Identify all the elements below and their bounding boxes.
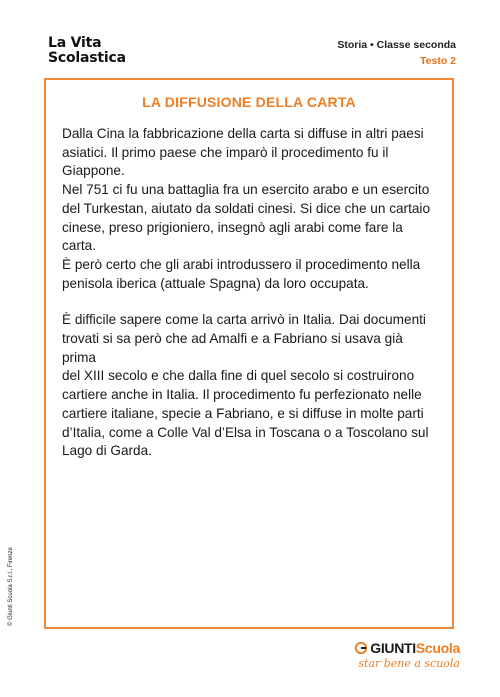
brand-name: [370, 640, 460, 656]
brand-swirl-icon: [355, 642, 367, 654]
text-line: È però certo che gli arabi introdussero il procedimento nella: [62, 256, 421, 272]
logo-line-1: La Vita: [48, 35, 102, 51]
magazine-logo: [48, 36, 126, 66]
text-line: trovati si sa però che ad Amalfi e a Fabriano si usava già prima: [62, 331, 403, 365]
brand-main: GIUNTI: [370, 640, 416, 656]
text-line: asiatici. Il primo paese che imparò il procedimento fu il: [62, 144, 389, 160]
text-line: È difficile sapere come la carta arrivò in Italia. Dai documenti: [62, 312, 426, 328]
text-frame: [44, 78, 454, 629]
text-line: Nel 751 ci fu una battaglia fra un esercito arabo e un esercito: [62, 182, 430, 198]
text-line: cartiere italiane, specie a Fabriano, e si diffuse in molte parti: [62, 405, 424, 421]
text-line: del XIII secolo e che dalla fine di quel secolo si costruirono: [62, 368, 415, 384]
paragraph-gap: [62, 293, 440, 311]
text-line: cartiere anche in Italia. Il procedimento fu perfezionato nelle: [62, 387, 422, 403]
publisher-brand: [355, 640, 460, 670]
page-title: LA DIFFUSIONE DELLA CARTA: [142, 94, 356, 110]
text-line: cinese, preso prigioniero, insegnò agli arabi come fare la carta.: [62, 219, 403, 254]
brand-accent: Scuola: [415, 640, 460, 656]
copyright-notice: © Giunti Scuola S.r.l., Firenze: [8, 547, 14, 626]
text-line: penisola iberica (attuale Spagna) da loro occupata.: [62, 275, 369, 291]
body-text: [62, 125, 440, 461]
logo-line-2: Scolastica: [48, 50, 126, 66]
text-line: Dalla Cina la fabbricazione della carta si diffuse in altri paesi: [62, 126, 424, 141]
text-number: Testo 2: [420, 55, 456, 67]
brand-tagline: star bene a scuola: [358, 657, 460, 670]
document-meta: [337, 37, 456, 69]
text-line: Lago di Garda.: [62, 443, 152, 459]
text-line: del Turkestan, aiutato da soldati cinesi. Si dice che un cartaio: [62, 200, 430, 216]
text-line: Giappone.: [62, 163, 125, 179]
text-line: d’Italia, come a Colle Val d’Elsa in Toscana o a Toscolano sul: [62, 424, 429, 440]
subject-label: Storia • Classe seconda: [337, 39, 456, 51]
